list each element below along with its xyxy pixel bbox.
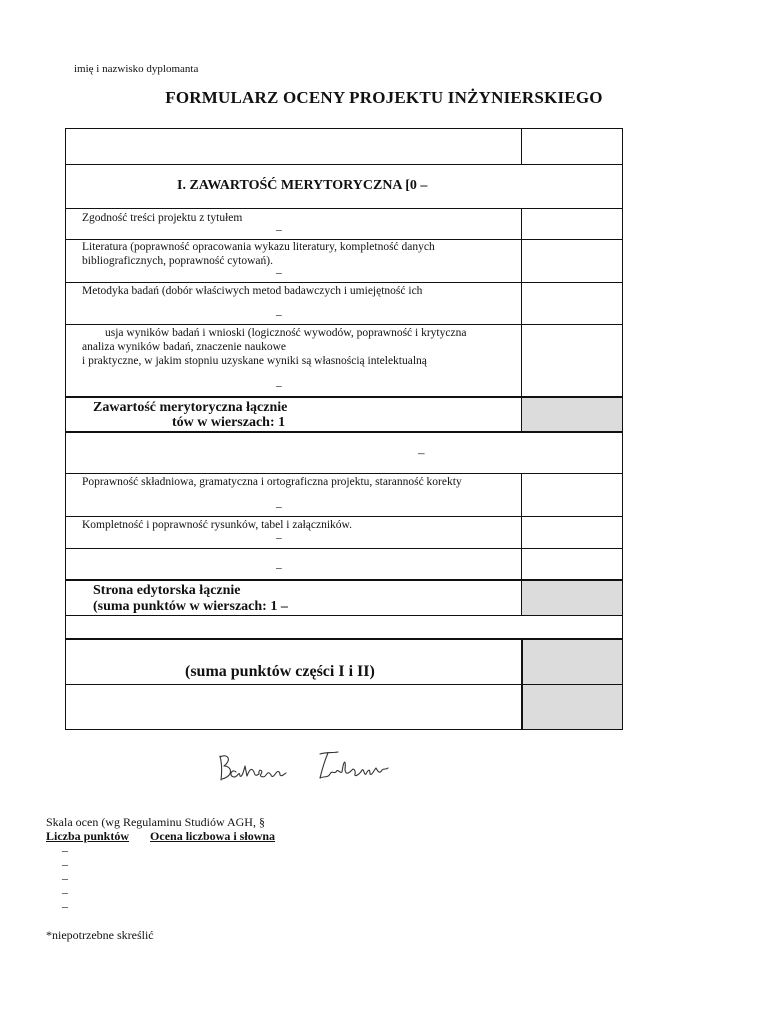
score-cell-total-2[interactable] [522,580,622,615]
row-divider [65,396,623,398]
author-name-label: imię i nazwisko dyplomanta [74,63,199,75]
row-divider [65,684,623,685]
criterion-literature-cont: bibliograficznych, poprawność cytowań). [82,255,273,267]
column-divider [521,208,522,432]
row-divider [65,164,623,165]
row-divider [65,516,623,517]
row-divider [65,431,623,433]
score-range: – [276,532,282,544]
table-border [65,128,623,129]
criterion-title-match: Zgodność treści projektu z tytułem [82,212,243,224]
row-divider [65,615,623,616]
section-2-heading: – [418,445,425,460]
score-range: – [276,224,282,236]
points-column-header: Liczba punktów [46,829,130,843]
grading-scale-row: – [62,857,68,871]
section-1-total-label-cont: tów w wierszach: 1 [172,415,286,430]
grade-column-header: Ocena liczbowa i słowna [150,829,276,843]
grading-scale-header [46,829,275,844]
footnote: *niepotrzebne skreślić [46,928,154,942]
column-divider [521,128,522,164]
section-2-total-label-cont: (suma punktów w wierszach: 1 – [93,599,288,614]
score-range: – [276,309,282,321]
row-divider [65,208,623,209]
score-range: – [276,380,282,392]
evaluation-table [65,128,623,730]
criterion-language: Poprawność składniowa, gramatyczna i ortograficzna projektu, staranność korekty [82,476,462,488]
score-cell-sum[interactable] [522,640,622,684]
column-divider [521,473,522,616]
criterion-figures: Kompletność i poprawność rysunków, tabel i załączników. [82,519,352,531]
row-divider [65,579,623,581]
criterion-discussion-cont: analiza wyników badań, znaczenie naukowe [82,341,287,353]
row-divider [65,548,623,549]
criterion-literature: Literatura (poprawność opracowania wykazu literatury, kompletność danych [82,241,435,253]
score-cell-total-1[interactable] [522,398,622,431]
criterion-discussion: usja wyników badań i wnioski (logiczność wywodów, poprawność i krytyczna [105,327,467,339]
form-title: FORMULARZ OCENY PROJEKTU INŻYNIERSKIEGO [165,88,603,107]
grading-scale-row: – [62,885,68,899]
grading-scale-row: – [62,871,68,885]
section-1-total-label: Zawartość merytoryczna łącznie [93,400,288,415]
row-divider [65,324,623,325]
column-divider [521,638,523,730]
row-divider [65,282,623,283]
row-divider [65,638,623,640]
row-divider [65,473,623,474]
table-border [65,729,623,730]
grading-scale-row: – [62,843,68,857]
grading-scale-title: Skala ocen (wg Regulaminu Studiów AGH, § [46,815,265,829]
score-range: – [276,562,282,574]
grading-scale-row: – [62,899,68,913]
summary-label: (suma punktów części I i II) [185,663,375,680]
signature [214,748,414,793]
criterion-discussion-cont: i praktyczne, w jakim stopniu uzyskane wyniki są własnością intelektualną [82,355,427,367]
score-range: – [276,501,282,513]
score-cell-grade[interactable] [522,685,622,729]
section-2-total-label: Strona edytorska łącznie [93,583,241,598]
section-1-heading: I. ZAWARTOŚĆ MERYTORYCZNA [0 – [177,178,428,193]
handwritten-signature-icon [214,748,414,788]
score-range: – [276,267,282,279]
criterion-methodology: Metodyka badań (dobór właściwych metod badawczych i umiejętność ich [82,285,423,297]
